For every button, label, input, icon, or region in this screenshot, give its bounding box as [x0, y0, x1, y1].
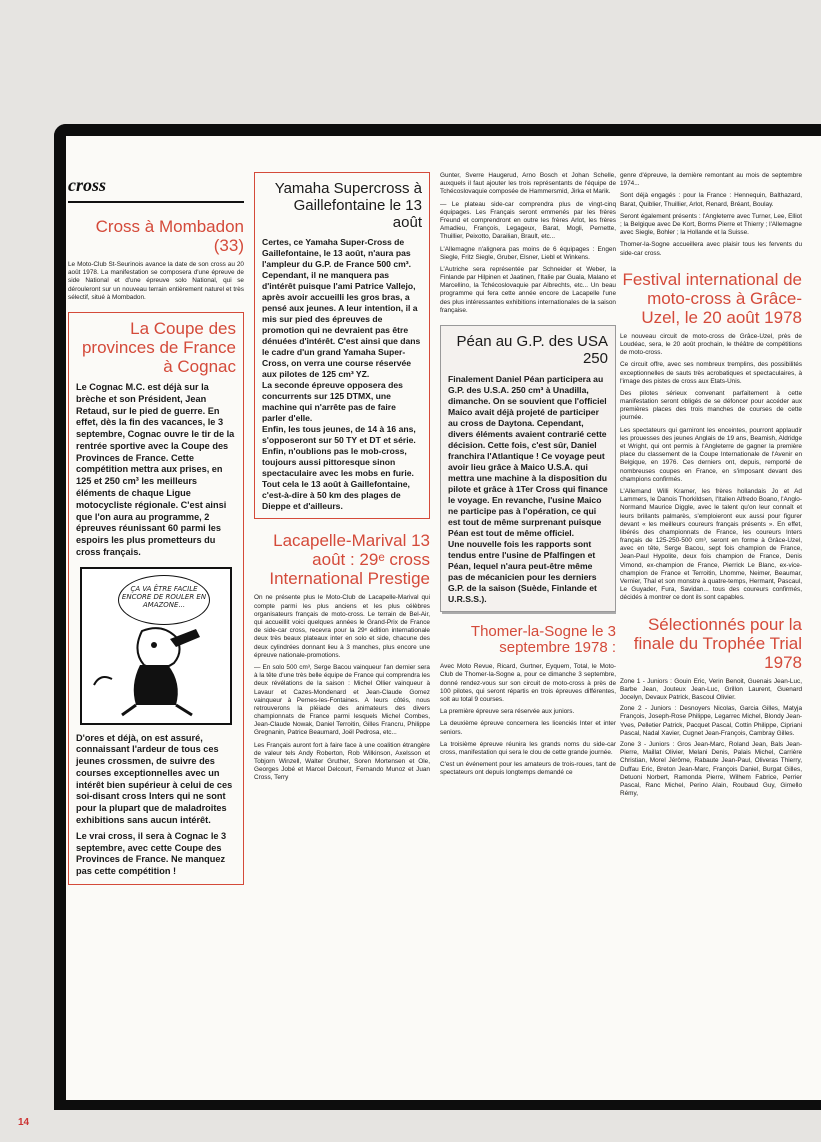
coupe-box	[68, 312, 244, 885]
yamaha-lead: Certes, ce Yamaha Super-Cross de Gaillefontaine, le 13 août, n'aura pas l'ampleur du G.P. de France 500 cm³. Cependant, il ne manquera pas d'intérêt puisque l'ami Patrice Vallejo, après avoir accueilli les gros bras, a pensé aux jeunes. A leur intention, il a mis sur pied des épreuves de promotion qui ne devraient pas être dénuées d'intérêt. C'est ainsi que dans le cadre d'un grand Yamaha Super-Cross, on verra une course réservée aux pilotes de 125 cm³ YZ.	[262, 237, 421, 380]
pean-lead: Finalement Daniel Péan participera au G.P. des U.S.A. 250 cm³ à Unadilla, dimanche. On se souvient que l'officiel Maico avait déjà projeté de participer au cross de Daytona. Cependant, divers éléments avaient contrarié cette décision. Cette fois, c'est sûr, Daniel franchira l'Atlantique ! Ce voyage peut avoir lieu grâce à Maico U.S.A. qui mettra une machine à la disposition du pilote et grâce à 1Ter Cross qui finance le voyage. En revanche, l'usine Maico ne participe pas à l'opération, ce qui est tout de même surprenant puisque Péan est tout de même officiel.	[448, 373, 608, 538]
festival-paragraph-5: L'Allemand Willi Kramer, les frères hollandais Jo et Ad Lammers, le Danois Thorkildsen, l'Italien Alfredo Boano, l'Anglo-Normand Maurice Diggle, avec le talent qu'on leur connaît et leurs brillants palmarès, s'emploieront eux aussi pour figurer devant « les meilleurs coureurs français présents ». En effet, libérés des championnats de France, les coureurs Inters français de 125-250-500 cm³, seront en forme à Grâce-Uzel, avec en tête, Serge Bacou, sept fois champion de France, Jean-Paul Hypolite, deux fois champion de France, Denis Vimond, ex-champion de France, Pierrick Le Blanc, ex-vice-champion de France et Terroitin, Lhomme, Neimer, Beaumar, Vernier, Thal et son monstre à quatre-temps, Hermant, Pascaul, Le Guyader, Fura, Savidan... tous des coureurs confirmés, décidés à montrer ce dont ils sont capables.	[620, 487, 802, 602]
festival-paragraph-2: Ce circuit offre, avec ses nombreux tremplins, des possibilités exceptionnelles de sauts très acrobatiques et spectaculaires, à l'image des pistes de cross aux Etats-Unis.	[620, 361, 802, 385]
coupe-lead-3: Le vrai cross, il sera à Cognac le 3 septembre, avec cette Coupe des Provinces de France. Ne manquez pas cette compétition !	[76, 830, 227, 877]
cartoon-speech-bubble: ÇA VA ÊTRE FACILE ENCORE DE ROULER EN AMAZONE...	[118, 575, 210, 625]
lacapelle-paragraph-1: On ne présente plus le Moto-Club de Lacapelle-Marival qui compte parmi les plus anciens et les plus célèbres organisateurs français de moto-cross. Le terrain de Bel-Air, qui accueillit voici quelques années le Grand-Prix de France de side-car cross, recevra pour la 29ᵉ édition internationale deux très beaux plateaux inter en solo et side, chacune des deux cylindrées donnant lieu à 3 manches, plus encore une épreuve nationale-promotions.	[254, 594, 430, 659]
col4-paragraph-3: Seront également présents : l'Angleterre avec Turner, Lee, Elliot ; la Belgique avec De Kort, Borms Pierre et Thierry ; l'Allemagne avec Siegle, Bohler ; la Hollande et la Suisse.	[620, 212, 802, 237]
col4-paragraph-4: Thomer-la-Sogne accueillera avec plaisir tous les fervents du side-car cross.	[620, 241, 802, 257]
article-mombadon: Le Moto-Club St-Seurinois avance la date de son cross au 20 août 1978. La manifestation se composera d'une épreuve de side National et d'une épreuve solo National, qui se dérouleront sur un nouveau terrain entièrement naturel et très sélectif, situé à Mombadon.	[68, 261, 244, 301]
lacapelle-paragraph-3: Les Français auront fort à faire face à une coalition étrangère de valeur tels Andy Roberton, Rob Wilkinson, Axelsson et Tobjorn Winzell, Walter Gruther, Soren Mortensen et Ole, Georges Jobé et Marcel Delcourt, Fernando Munoz et Juan Cross, Terry	[254, 741, 430, 782]
headline-trial: Sélectionnés pour la finale du Trophée Trial 1978	[633, 614, 802, 672]
trial-zone-2: Zone 2 - Juniors : Desnoyers Nicolas, Garcia Gilles, Matyja François, Joseph-Rose Philippe, Legarrec Michel, Blondy Jean-Yves, Pelletier Patrick, Pacquet Pascal, Cottin Philippe, Cipriani Pascal, Nadal Xavier, Cugnet Jean-François, Cambray Gilles.	[620, 705, 802, 737]
thomer-paragraph-1: Avec Moto Revue, Ricard, Gurtner, Eyquem, Total, le Moto-Club de Thomer-la-Sogne a, pour ce dimanche 3 septembre, donné rendez-vous sur son circuit de moto-cross à près de 100 pilotes, qui seront répartis en trois épreuves différentes, soit au total 9 courses.	[440, 663, 616, 703]
headline-yamaha: Yamaha Supercross à Gaillefontaine le 13 août	[274, 180, 422, 231]
yamaha-lead-3: Enfin, les tous jeunes, de 14 à 16 ans, s'opposeront sur 50 TY et DT et série. Enfin, n'oublions pas le mob-cross, toujours aussi pittoresque sinon spectaculaire avec les mobs en furie.	[262, 424, 416, 479]
coupe-lead: Le Cognac M.C. est déjà sur la brèche et son Président, Jean Retaud, sur le pied de guerre. En effet, dès la fin des vacances, le 3 septembre, Cognac ouvre le tir de la rentrée sportive avec la Coupe des Provinces de France. Cette compétition mettra aux prises, en 125 et 250 cm³ les meilleurs éléments de chaque Ligue motocycliste régionale. C'est ainsi que l'on aura au programme, 2 épreuves réunissant 60 parmi les espoirs les plus prometteurs du cross français.	[76, 382, 235, 557]
thomer-paragraph-5: C'est un événement pour les amateurs de trois-roues, tant de spectateurs ont depuis longtemps demandé ce	[440, 761, 616, 777]
column-4	[620, 172, 802, 1092]
thomer-paragraph-3: La deuxième épreuve concernera les licenciés Inter et inter seniors.	[440, 720, 616, 736]
headline-lacapelle: Lacapelle-Marival 13 août : 29ᵉ cross International Prestige	[269, 531, 430, 589]
lacapelle-paragraph-2: — En solo 500 cm³, Serge Bacou vainqueur l'an dernier sera à la tête d'une très belle équipe de France qui comprendra les deux révélations de la saison : Michel Ollier vainqueur à Lavaur et Cazes-Mondenard et Jean-Claude Gomez vainqueur à Pernes-les-Fontaines. A leurs côtés, nous retrouverons la pléiade des animateurs des divers championnats de France parmi lesquels Michel Combes, Jean-Claude Nowak, Daniel Terroitin, Gilles Francru, Philippe Gregnanin, Patrice Beaumard, Joël Pedrosa, etc...	[254, 663, 430, 737]
col4-paragraph-2: Sont déjà engagés : pour la France : Hennequin, Balthazard, Barat, Quiblier, Thuillier, Arlot, Renard, Bréant, Boulay.	[620, 192, 802, 208]
column-1	[68, 172, 244, 1092]
col4-paragraph-1: genre d'épreuve, la dernière remontant au mois de septembre 1974...	[620, 172, 802, 188]
thomer-paragraph-2: La première épreuve sera réservée aux juniors.	[440, 708, 575, 716]
magazine-page	[66, 136, 821, 1100]
festival-paragraph-4: Les spectateurs qui garniront les enceintes, pourront applaudir les prouesses des jeunes Anglais de 19 ans, Beamish, Aldridge et Wright, qui ont permis à l'Angleterre de gagner la première place du classement de la Coupe Internationale de l'Avenir en Belgique, en 1976. Ces derniers ont, depuis, remporté de nombreuses coupes en France, en s'imposant devant des champions confirmés.	[620, 426, 802, 483]
pean-lead-2: Une nouvelle fois les rapports sont tendus entre l'usine de Pfalfingen et Péan, lequel n'aura peut-être même pas de mécanicien pour les derniers G.P. de la saison (Suède, Finlande et U.R.S.S.).	[448, 538, 597, 604]
page-frame-bottom	[54, 1100, 821, 1110]
column-3	[440, 172, 616, 1092]
col3-paragraph-4: L'Autriche sera représentée par Schneider et Weber, la Finlande par Hilpinen et Jaatinen, l'Italie par Guala, Malano et Marcellino, la Tchécoslovaquie par Albrechts, etc... Un beau programme qui fera cette année encore de Lacapelle l'une des plus intéressantes exhibitions internationales de la saison française.	[440, 265, 616, 314]
cartoon-illustration	[80, 567, 232, 725]
trial-zone-3: Zone 3 - Juniors : Gros Jean-Marc, Roland Jean, Bals Jean-Pierre, Maillat Olivier, Melani Denis, Palais Michel, Carrière Christian, Morel Jérôme, Rabaute Jean-Paul, Oliveras Thierry, Duffau Eric, Breton Jean-Marc, François Daniel, Burgat Gilles, Detuoni Norbert, Ramonda Pierre, Wilhem Fabrice, Perrier Pascal, Ranc Michel, Perino Alain, Roubaud Guy, Gimello Rémy,	[620, 741, 802, 798]
festival-paragraph-3: Des pilotes sérieux convenant parfaitement à cette manifestation seront obligés de se défoncer pour accéder aux premières places des trois manches de courses de cette journée.	[620, 389, 802, 422]
section-tag: cross	[68, 172, 244, 203]
col3-paragraph-1: Gunter, Sverre Haugerud, Arno Bosch et Johan Schelle, auxquels il faut ajouter les trois représentants de l'équipe de Tchécoslovaquie composée de Hammersmid, Jirka et Marik.	[440, 172, 616, 196]
headline-thomer: Thomer-la-Sogne le 3 septembre 1978 :	[470, 622, 616, 657]
col3-paragraph-2: — Le plateau side-car comprendra plus de vingt-cinq équipages. Les Français seront emmenés par les frères Freund et comprendront en outre les frères Arlot, les frères Amadieu, François, Legageux, Barat, Mogli, Pernette, Thuillier, Peixotto, Darailian, Brault, etc...	[440, 200, 616, 241]
headline-coupe: La Coupe des provinces de France à Cognac	[81, 319, 236, 377]
pean-box	[440, 325, 616, 612]
yamaha-lead-2: La seconde épreuve opposera des concurrents sur 125 DTMX, une machine qui n'arrête pas de faire parler d'elle.	[262, 380, 403, 424]
thomer-paragraph-4: La troisième épreuve réunira les grands noms du side-car cross, manifestation qui sera le clou de cette grande journée.	[440, 740, 616, 756]
yamaha-box	[254, 172, 430, 519]
festival-paragraph-1: Le nouveau circuit de moto-cross de Grâce-Uzel, près de Loudéac, sera, le 20 août prochain, le théâtre de compétitions de moto-cross.	[620, 332, 802, 357]
trial-zone-1: Zone 1 - Juniors : Gouin Eric, Verin Benoit, Guenais Jean-Luc, Barbe Jean, Jouteux Jean-Luc, Grillon Laurent, Guenard Jocelyn, Devaux Patrick, Bascoul Olivier.	[620, 677, 802, 702]
headline-festival: Festival international de moto-cross à Grâce-Uzel, le 20 août 1978	[622, 269, 802, 327]
headline-mombadon: Cross à Mombadon (33)	[95, 217, 244, 256]
coupe-lead-2: D'ores et déjà, on est assuré, connaissant l'ardeur de tous ces jeunes crossmen, de suivre des courses exceptionnelles avec un intérêt bien supérieur à celui de ces soi-disant cross Inters qui ne sont pour la plupart que de maladroites exhibitions sans aucun intérêt.	[76, 732, 233, 825]
page-frame-left	[54, 124, 66, 1106]
yamaha-lead-4: Tout cela le 13 août à Gaillefontaine, c'est-à-dire à 50 km des plages de Dieppe et d'ailleurs.	[262, 479, 410, 512]
page-number: 14	[18, 1117, 30, 1128]
page-frame-top	[54, 124, 821, 136]
column-2	[254, 172, 430, 1092]
headline-pean: Péan au G.P. des USA 250	[456, 333, 608, 367]
col3-paragraph-3: L'Allemagne n'alignera pas moins de 6 équipages : Engen Siegle, Fritz Siegle, Gruber, Elsner, Liebl et Winkens.	[440, 245, 616, 261]
